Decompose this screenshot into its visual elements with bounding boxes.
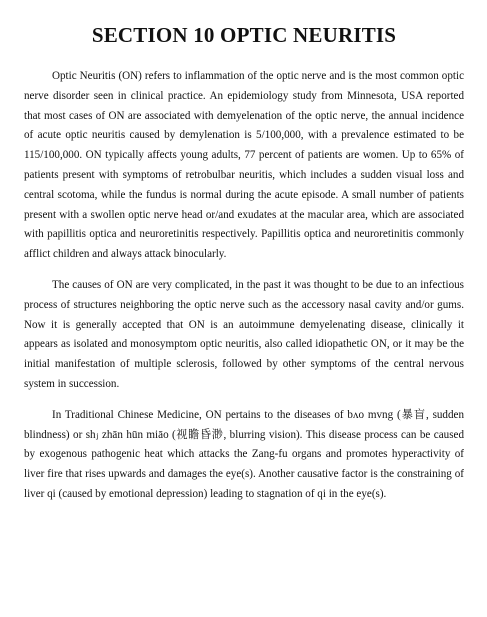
paragraph-definition: Optic Neuritis (ON) refers to inflammation of the optic nerve and is the most common optic nerve disorder seen in clinical practice. An epidemiology study from Minnesota, USA reported that most cases of ON are associated with demyelenation of the optic nerve, the annual incidence of acute optic neuritis caused by demylenation is 5/100,000, with a prevalence estimated to be 115/100,000. ON typically affects young adults, 77 percent of patients are women. Up to 65% of patients present with symptoms of retrobulbar neuritis, which includes a sudden visual loss and central scotoma, while the fundus is normal during the acute episode. A small number of patients present with a swollen optic nerve head or/and exudates at the macular area, which are associated with papillitis optica and neuroretinitis respectively. Papillitis optica and neuroretinitis commonly afflict children and always attack binocularly.: [24, 70, 464, 261]
paragraph-causes: The causes of ON are very complicated, in the past it was thought to be due to an infectious process of structures neighboring the optic nerve such as the accessory nasal cavity and/or gums. Now it is generally accepted that ON is an autoimmune demyelenating disease, clinically it appears as isolated and monosymptom optic neuritis, also called idiopathetic ON, or it may be the initial manifestation of multiple sclerosis, followed by other symptoms of the central nervous system in succession.: [24, 278, 464, 390]
document-page: [24, 22, 464, 505]
paragraph-tcm: In Traditional Chinese Medicine, ON pertains to the diseases of bʌo mvng (暴盲, sudden blindness) or shⱼ zhān hūn miāo (视瞻昏渺, blurring vision). This disease process can be caused by exogenous pathogenic heat which attacks the Zang-fu organs and promotes hyperactivity of liver fire that rises upwards and damages the eye(s). Another causative factor is the constraining of liver qi (caused by emotional depression) leading to stagnation of qi in the eye(s).: [24, 408, 464, 500]
section-title: SECTION 10 OPTIC NEURITIS: [91, 23, 397, 47]
